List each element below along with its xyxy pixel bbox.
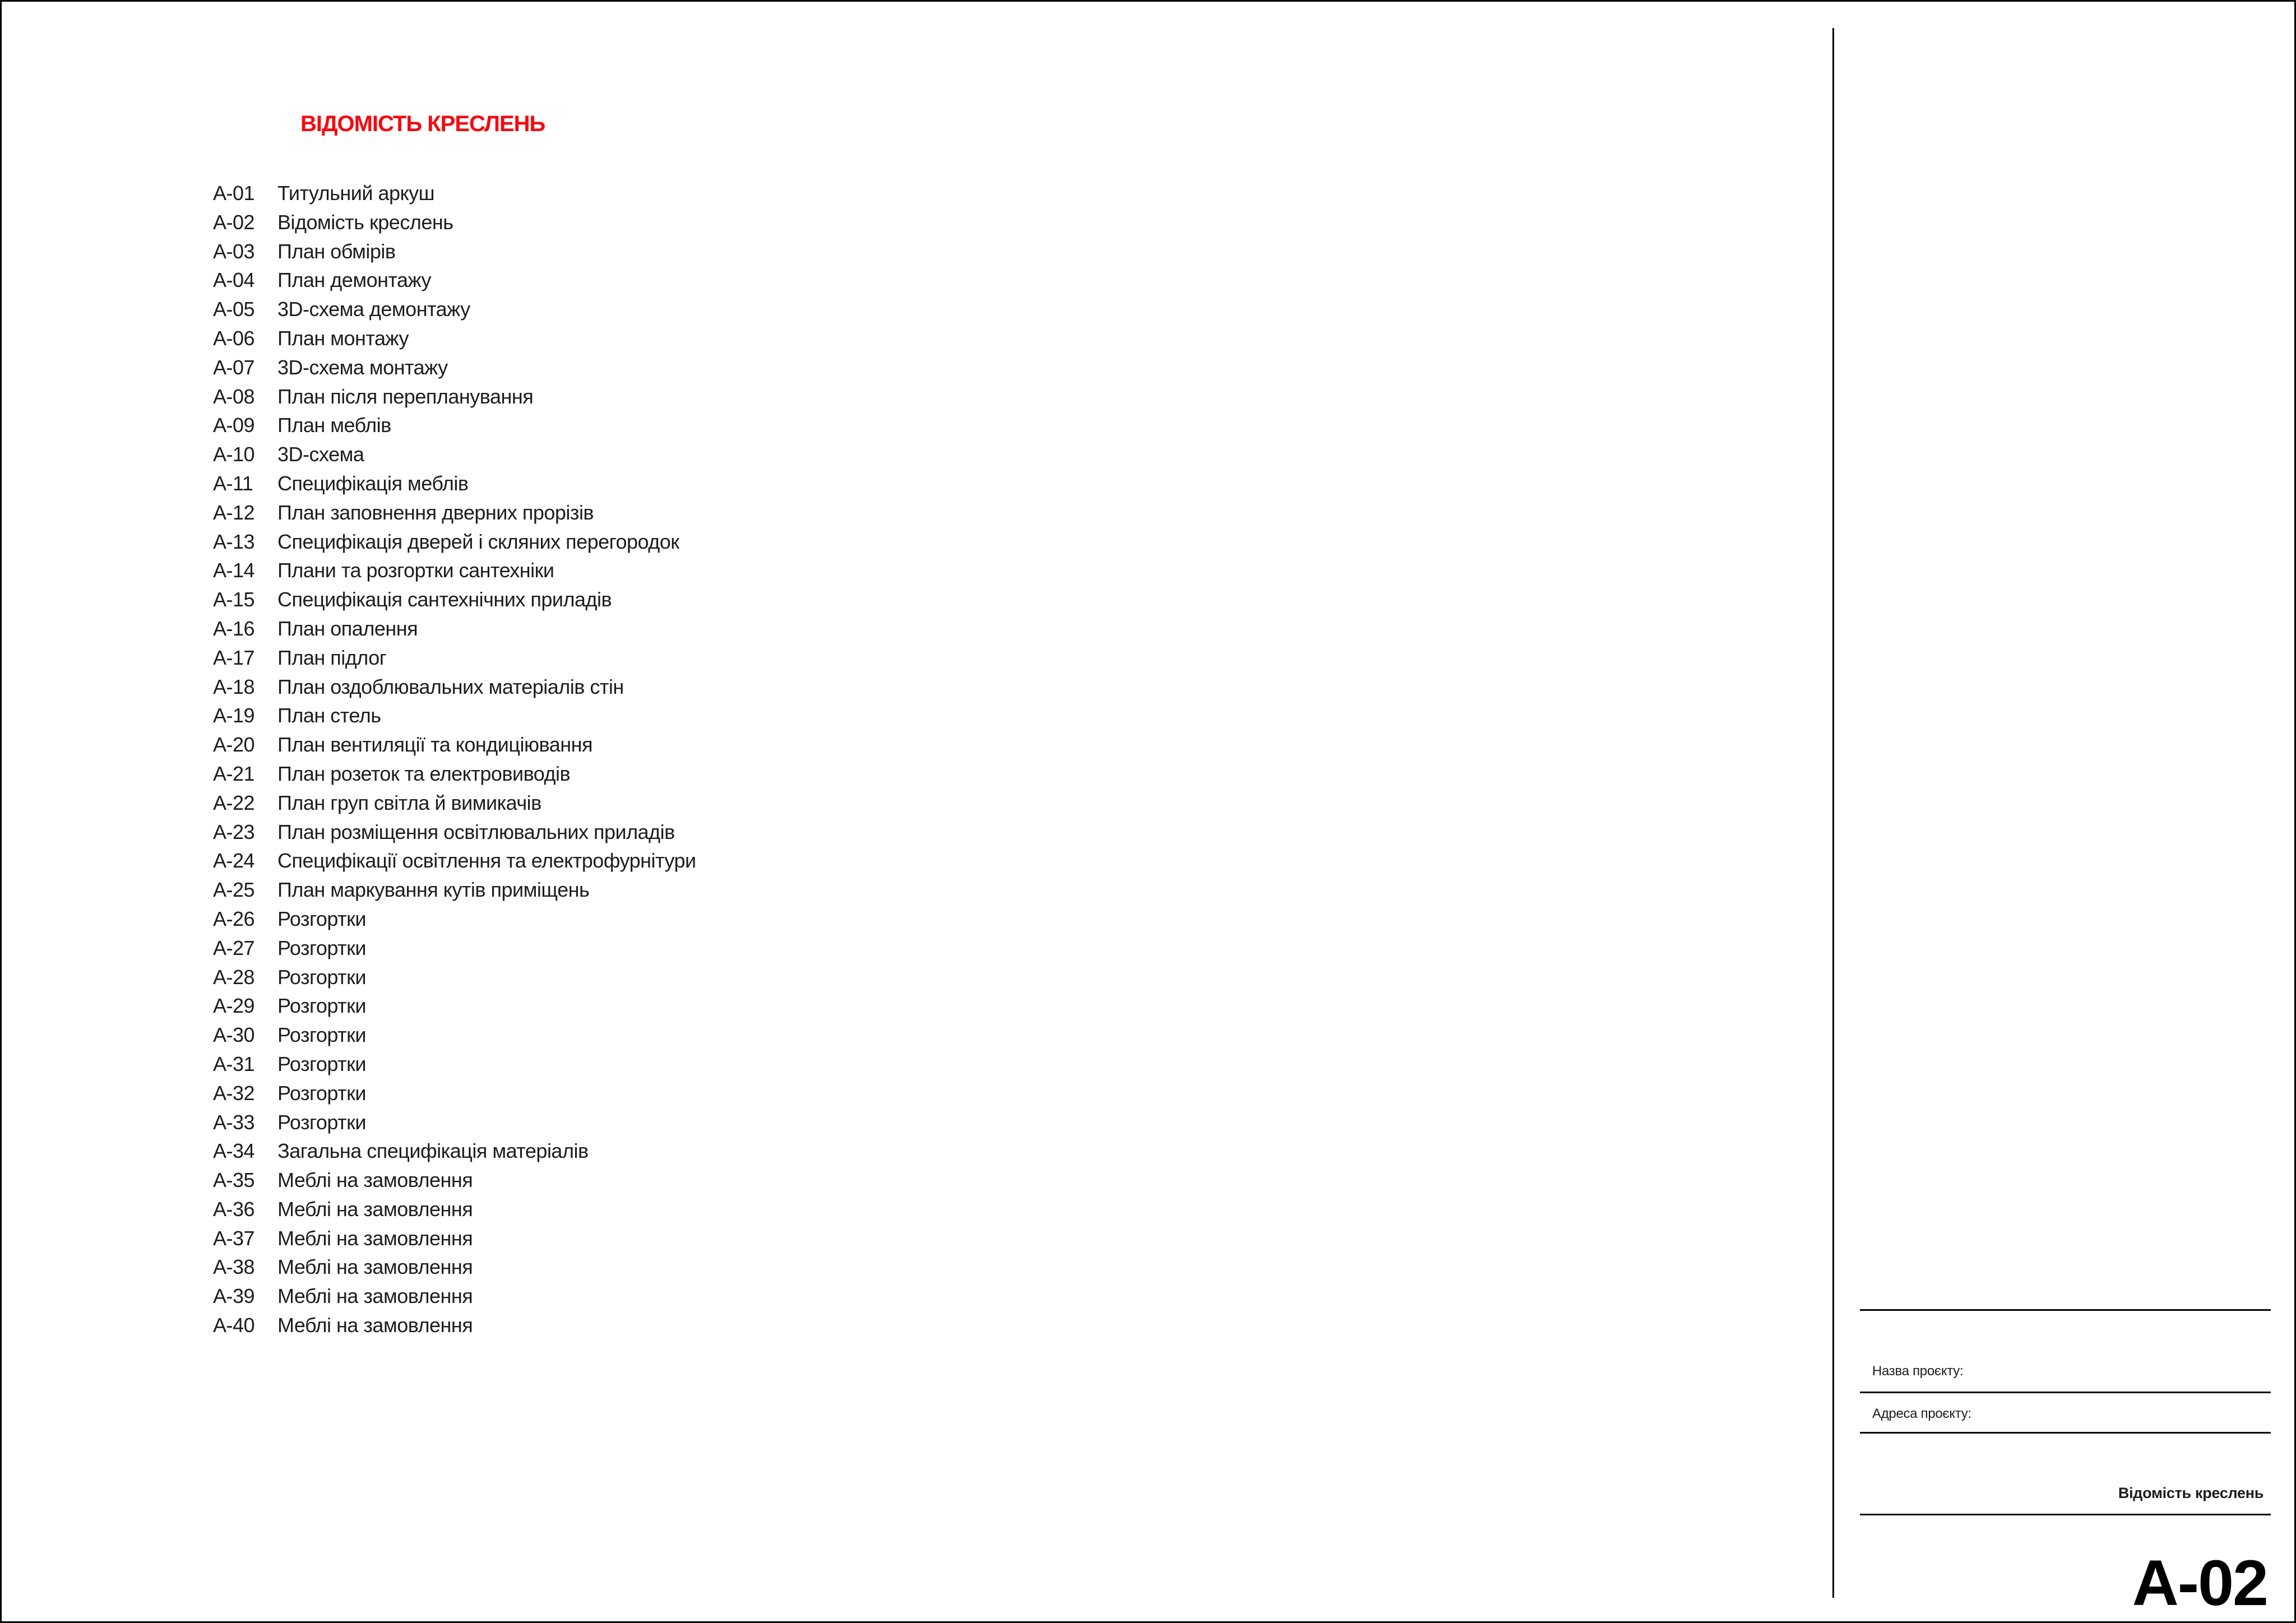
sheet-name: План меблів [277, 414, 391, 437]
list-item [213, 266, 696, 295]
sheet-code: A-10 [213, 443, 255, 466]
sheet-code: A-19 [213, 704, 255, 727]
sheet-name: План після перепланування [277, 384, 534, 408]
list-item [213, 469, 696, 498]
list-item [213, 991, 696, 1021]
sheet-code: A-22 [213, 791, 255, 814]
sheet-name: Розгортки [277, 907, 366, 930]
sheet-name: Розгортки [277, 965, 366, 989]
list-item [213, 295, 696, 324]
list-item [213, 1021, 696, 1050]
sheet-name: Меблі на замовлення [277, 1197, 473, 1221]
sheet-code: A-13 [213, 530, 255, 553]
sheet-name: Специфікація меблів [277, 471, 469, 495]
sheet-name: План розеток та електровиводів [277, 762, 571, 785]
sheet-name: Відомість креслень [277, 210, 453, 234]
sheet-name: Розгортки [277, 1023, 366, 1047]
list-item [213, 730, 696, 759]
list-item [213, 411, 696, 440]
sheet-name: План стель [277, 704, 381, 727]
sheet-code: A-28 [213, 965, 255, 989]
page-title: ВІДОМІСТЬ КРЕСЛЕНЬ [300, 112, 545, 136]
list-item [213, 237, 696, 266]
list-item [213, 324, 696, 353]
sheet-code: A-04 [213, 268, 255, 292]
list-item [213, 1079, 696, 1108]
sheet-code: A-18 [213, 675, 255, 698]
sheet-title-underline [1860, 1514, 2271, 1515]
project-address-underline [1860, 1432, 2271, 1434]
sheet-code: A-16 [213, 616, 255, 640]
sheet-name: Розгортки [277, 1110, 366, 1134]
sheet-code: A-08 [213, 384, 255, 408]
list-item [213, 643, 696, 673]
sheet-code: A-12 [213, 500, 255, 524]
sheet-code: A-36 [213, 1197, 255, 1221]
sheet-name: Меблі на замовлення [277, 1226, 473, 1250]
sheet-code: A-03 [213, 239, 255, 263]
sheet-code: A-35 [213, 1168, 255, 1192]
list-item [213, 353, 696, 382]
sheet-code: A-01 [213, 182, 255, 205]
sheet-code: A-39 [213, 1285, 255, 1308]
list-item [213, 614, 696, 643]
list-item [213, 208, 696, 237]
sheet-name: Загальна специфікація матеріалів [277, 1139, 589, 1163]
sheet-code: A-26 [213, 907, 255, 930]
sheet-name: План оздоблювальних матеріалів стін [277, 675, 624, 698]
list-item [213, 875, 696, 905]
sheet-name: Розгортки [277, 1081, 366, 1105]
list-item [213, 585, 696, 614]
list-item [213, 818, 696, 847]
titleblock-divider-line [1832, 28, 1834, 1598]
list-item [213, 789, 696, 818]
list-item [213, 1224, 696, 1253]
sheet-code: A-32 [213, 1081, 255, 1105]
sheet-name: Титульний аркуш [277, 182, 435, 205]
sheet-name: План маркування кутів приміщень [277, 878, 590, 902]
list-item [213, 498, 696, 527]
sheet-name: План монтажу [277, 326, 409, 350]
sheet-name: 3D-схема монтажу [277, 355, 448, 379]
sheet-code: A-31 [213, 1052, 255, 1075]
sheet-name: План демонтажу [277, 268, 432, 292]
sheet-code: A-38 [213, 1255, 255, 1279]
list-item [213, 759, 696, 789]
project-name-underline [1860, 1392, 2271, 1393]
sheet-name: Специфікація сантехнічних приладів [277, 588, 612, 611]
sheet-code: A-07 [213, 355, 255, 379]
sheet-name: Меблі на замовлення [277, 1168, 473, 1192]
sheet-name: 3D-схема [277, 443, 364, 466]
list-item [213, 905, 696, 934]
list-item [213, 1195, 696, 1224]
sheet-code: A-06 [213, 326, 255, 350]
list-item [213, 846, 696, 875]
sheet-code: A-25 [213, 878, 255, 902]
sheet-name: Плани та розгортки сантехніки [277, 559, 554, 582]
list-item [213, 179, 696, 208]
sheet-name: Специфікації освітлення та електрофурнітури [277, 849, 696, 873]
list-item [213, 1050, 696, 1079]
sheet-name: План заповнення дверних прорізів [277, 500, 594, 524]
sheet-code: A-02 [213, 210, 255, 234]
sheet-code: A-29 [213, 994, 255, 1018]
sheet-code: A-09 [213, 414, 255, 437]
sheet-name: Специфікація дверей і скляних перегородок [277, 530, 679, 553]
sheet-name: План обмірів [277, 239, 396, 263]
list-item [213, 701, 696, 730]
list-item [213, 673, 696, 702]
list-item [213, 1282, 696, 1311]
list-item [213, 527, 696, 557]
list-item [213, 382, 696, 411]
sheet-name: Меблі на замовлення [277, 1314, 473, 1337]
sheet-code: A-17 [213, 646, 255, 669]
sheet-code: A-20 [213, 733, 255, 757]
sheet-number: A-02 [2132, 1547, 2267, 1619]
sheet-code: A-30 [213, 1023, 255, 1047]
sheet-name: План розміщення освітлювальних приладів [277, 820, 675, 843]
sheet-code: A-14 [213, 559, 255, 582]
sheet-name: Розгортки [277, 1052, 366, 1075]
sheet-code: A-40 [213, 1314, 255, 1337]
list-item [213, 1166, 696, 1195]
sheet-name: Меблі на замовлення [277, 1255, 473, 1279]
sheet-name: Меблі на замовлення [277, 1285, 473, 1308]
list-item [213, 963, 696, 992]
drawing-list [213, 179, 696, 1340]
sheet-title: Відомість креслень [2118, 1485, 2263, 1501]
sheet-code: A-15 [213, 588, 255, 611]
list-item [213, 1311, 696, 1340]
sheet-code: A-21 [213, 762, 255, 785]
titleblock-top-line [1860, 1309, 2271, 1311]
list-item [213, 934, 696, 963]
sheet-name: Розгортки [277, 936, 366, 959]
project-name-label: Назва проєкту: [1872, 1364, 1964, 1379]
sheet-name: План вентиляції та кондиціювання [277, 733, 593, 757]
sheet-code: A-33 [213, 1110, 255, 1134]
list-item [213, 1253, 696, 1282]
sheet-name: План підлог [277, 646, 387, 669]
sheet-name: 3D-схема демонтажу [277, 298, 470, 321]
sheet-code: A-34 [213, 1139, 255, 1163]
sheet-name: План опалення [277, 616, 418, 640]
list-item [213, 1108, 696, 1137]
list-item [213, 440, 696, 469]
list-item [213, 556, 696, 585]
sheet-code: A-24 [213, 849, 255, 873]
sheet-code: A-23 [213, 820, 255, 843]
project-address-label: Адреса проєкту: [1872, 1406, 1971, 1421]
sheet-code: A-37 [213, 1226, 255, 1250]
list-item [213, 1137, 696, 1166]
sheet-code: A-11 [213, 471, 253, 495]
sheet-code: A-05 [213, 298, 255, 321]
sheet-code: A-27 [213, 936, 255, 959]
sheet-name: Розгортки [277, 994, 366, 1018]
sheet-name: План груп світла й вимикачів [277, 791, 541, 814]
